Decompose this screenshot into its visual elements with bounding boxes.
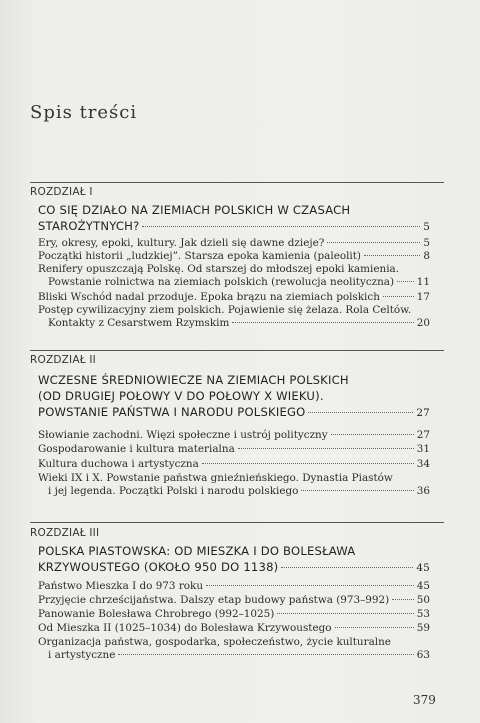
dot-leader: [383, 296, 414, 297]
chapter-title: [38, 202, 430, 235]
dot-leader: [327, 242, 420, 243]
toc-entry-text: Postęp cywilizacyjny ziem polskich. Pojawienie się żelaza. Rola Celtów.: [38, 304, 412, 316]
dot-leader: [206, 585, 414, 586]
toc-entry: [38, 237, 430, 250]
chapter-title-line: [38, 388, 430, 404]
toc-entry: [38, 429, 430, 442]
toc-entry-line: [38, 458, 430, 471]
toc-entry-text: Początki historii „ludzkiej”. Starsza epoka kamienia (paleolit): [38, 250, 361, 262]
toc-entry-text: Renifery opuszczają Polskę. Od starszej do młodszej epoki kamienia.: [38, 263, 400, 275]
toc-entry-text: Gospodarowanie i kultura materialna: [38, 443, 235, 455]
chapter-label: ROZDZIAŁ III: [30, 527, 100, 539]
chapter-divider: [30, 182, 444, 183]
toc-entry: [38, 291, 430, 304]
dot-leader: [301, 490, 413, 491]
toc-entry-text: Panowanie Bolesława Chrobrego (992–1025): [38, 608, 275, 620]
toc-page-number: 36: [416, 485, 430, 497]
chapter-title-line: [38, 218, 430, 235]
chapter-title-line: [38, 543, 430, 559]
toc-entry-line: [38, 317, 430, 330]
toc-entry-text: Kultura duchowa i artystyczna: [38, 458, 199, 470]
chapter-page-number: 45: [416, 562, 430, 574]
toc-entry: [38, 263, 430, 289]
chapter-page-number: 27: [416, 407, 430, 419]
toc-entry-line: [38, 594, 430, 607]
chapter-title-text: POLSKA PIASTOWSKA: OD MIESZKA I DO BOLESŁAWA: [38, 544, 356, 558]
toc-entry-text: Powstanie rolnictwa na ziemiach polskich (rewolucja neolityczna): [48, 276, 395, 288]
toc-entry-line: [38, 608, 430, 621]
dot-leader: [281, 567, 413, 568]
toc-entry-text: Słowianie zachodni. Więzi społeczne i ustrój polityczny: [38, 429, 328, 441]
toc-entry-line: [38, 622, 430, 635]
chapter-title-line: [38, 404, 430, 421]
toc-entry-line: [38, 250, 430, 263]
toc-entry: [38, 472, 430, 498]
toc-entry-line: [38, 263, 430, 276]
chapter-divider: [30, 350, 444, 351]
toc-page-number: 34: [416, 458, 430, 470]
toc-entry-text: Wieki IX i X. Powstanie państwa gnieźnieńskiego. Dynastia Piastów: [38, 472, 393, 484]
chapter-title-text: POWSTANIE PAŃSTWA I NARODU POLSKIEGO: [38, 405, 306, 419]
chapter-title-text: (OD DRUGIEJ POŁOWY V DO POŁOWY X WIEKU).: [38, 389, 324, 403]
toc-entry-text: Państwo Mieszka I do 973 roku: [38, 580, 204, 592]
dot-leader: [308, 412, 413, 413]
toc-page-number: 63: [416, 649, 430, 661]
page-title: Spis treści: [30, 102, 138, 123]
chapter-label: ROZDZIAŁ I: [30, 186, 93, 198]
toc-entry-text: i artystyczne: [48, 649, 116, 661]
toc-entry: [38, 580, 430, 593]
toc-entry-line: [38, 580, 430, 593]
toc-entry-text: i jej legenda. Początki Polski i narodu polskiego: [48, 485, 299, 497]
chapter-title-line: [38, 372, 430, 388]
toc-entry: [38, 458, 430, 471]
toc-entry-line: [38, 649, 430, 662]
chapter-title-text: KRZYWOUSTEGO (OKOŁO 950 DO 1138): [38, 560, 279, 574]
toc-entry: [38, 250, 430, 263]
dot-leader: [202, 463, 414, 464]
chapter-label: ROZDZIAŁ II: [30, 354, 96, 366]
toc-entry-line: [38, 443, 430, 456]
toc-entry-line: [38, 472, 430, 485]
chapter-title-text: WCZESNE ŚREDNIOWIECZE NA ZIEMIACH POLSKICH: [38, 373, 349, 387]
toc-page-number: 45: [416, 580, 430, 592]
toc-entry: [38, 594, 430, 607]
toc-entry: [38, 608, 430, 621]
dot-leader: [392, 599, 414, 600]
dot-leader: [142, 226, 420, 227]
toc-entry-line: [38, 304, 430, 317]
dot-leader: [335, 627, 414, 628]
toc-page-number: 5: [423, 237, 430, 249]
chapter-title: [38, 372, 430, 421]
chapter-title-line: [38, 559, 430, 576]
toc-page-number: 27: [416, 429, 430, 441]
dot-leader: [364, 255, 420, 256]
chapter-page-number: 5: [423, 221, 430, 233]
toc-entry-text: Bliski Wschód nadal przoduje. Epoka brązu na ziemiach polskich: [38, 291, 380, 303]
toc-entry-line: [38, 636, 430, 649]
chapter-title-line: [38, 202, 430, 218]
toc-page-number: 11: [416, 276, 430, 288]
toc-page-number: 8: [423, 250, 430, 262]
toc-entry-text: Kontakty z Cesarstwem Rzymskim: [48, 317, 230, 329]
toc-entry-line: [38, 276, 430, 289]
toc-entry: [38, 636, 430, 662]
toc-entry: [38, 304, 430, 330]
toc-entry-line: [38, 429, 430, 442]
toc-entry: [38, 443, 430, 456]
dot-leader: [397, 281, 414, 282]
dot-leader: [238, 448, 414, 449]
toc-page-number: 59: [416, 622, 430, 634]
toc-entry: [38, 622, 430, 635]
toc-entry-text: Ery, okresy, epoki, kultury. Jak dzieli się dawne dzieje?: [38, 237, 325, 249]
toc-entry-line: [38, 237, 430, 250]
chapter-title-text: CO SIĘ DZIAŁO NA ZIEMIACH POLSKICH W CZASACH: [38, 203, 351, 217]
toc-page-number: 17: [416, 291, 430, 303]
page-number: 379: [413, 693, 436, 707]
toc-entry-text: Od Mieszka II (1025–1034) do Bolesława Krzywoustego: [38, 622, 332, 634]
toc-entry-text: Organizacja państwa, gospodarka, społeczeństwo, życie kulturalne: [38, 636, 391, 648]
chapter-title: [38, 543, 430, 576]
chapter-divider: [30, 522, 444, 523]
dot-leader: [331, 434, 414, 435]
toc-page-number: 20: [416, 317, 430, 329]
dot-leader: [232, 322, 413, 323]
dot-leader: [118, 654, 413, 655]
toc-page-number: 31: [416, 443, 430, 455]
dot-leader: [277, 613, 413, 614]
chapter-title-text: STAROŻYTNYCH?: [38, 219, 140, 233]
toc-entry-line: [38, 291, 430, 304]
toc-entry-line: [38, 485, 430, 498]
toc-page-number: 50: [416, 594, 430, 606]
toc-page-number: 53: [416, 608, 430, 620]
toc-entry-text: Przyjęcie chrześcijaństwa. Dalszy etap budowy państwa (973–992): [38, 594, 390, 606]
